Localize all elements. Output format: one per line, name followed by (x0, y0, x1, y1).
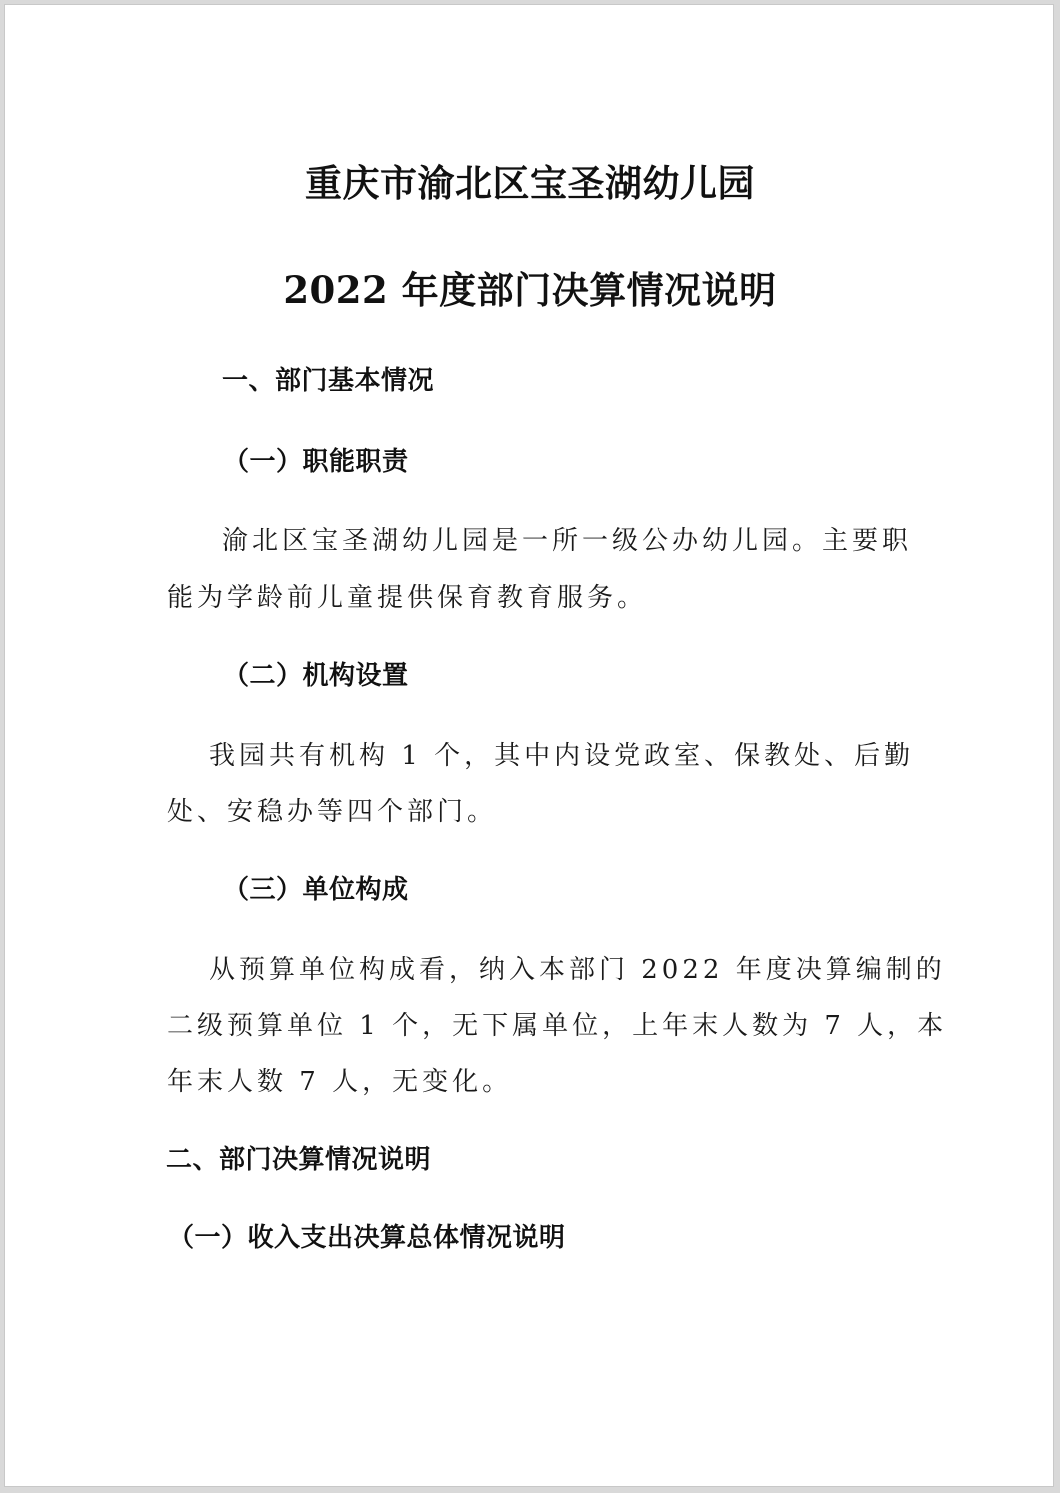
document-title-line2: 2022 年度部门决算情况说明 (283, 268, 777, 312)
paragraph-line: 渝北区宝圣湖幼儿园是一所一级公办幼儿园。主要职 (222, 526, 913, 556)
section1-sub3-heading: （三）单位构成 (223, 875, 409, 905)
document-title-line1: 重庆市渝北区宝圣湖幼儿园 (305, 161, 755, 205)
section1-sub1-heading: （一）职能职责 (223, 447, 409, 477)
paragraph-line: 年末人数 7 人，无变化。 (167, 1067, 513, 1097)
paragraph-line: 我园共有机构 1 个，其中内设党政室、保教处、后勤 (209, 741, 915, 771)
paragraph-line: 从预算单位构成看，纳入本部门 2022 年度决算编制的 (209, 955, 946, 985)
section1-heading: 一、部门基本情况 (222, 366, 435, 396)
paragraph-line: 能为学龄前儿童提供保育教育服务。 (167, 583, 648, 613)
paragraph-line: 处、安稳办等四个部门。 (167, 797, 498, 827)
section2-sub1-heading: （一）收入支出决算总体情况说明 (168, 1223, 566, 1253)
section2-heading: 二、部门决算情况说明 (166, 1145, 432, 1175)
paragraph-line: 二级预算单位 1 个，无下属单位，上年末人数为 7 人，本 (167, 1011, 948, 1041)
section1-sub2-heading: （二）机构设置 (223, 661, 409, 691)
document-page (4, 4, 1054, 1487)
